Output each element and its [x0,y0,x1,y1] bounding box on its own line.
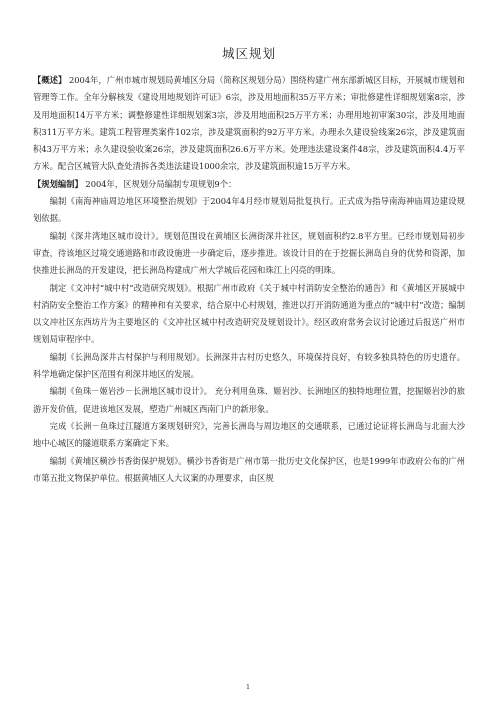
body-paragraph: 完成《长洲－鱼珠过江隧道方案规划研究》，完善长洲岛与周边地区的交通联系，已通过论证将长洲岛与北面大沙地中心城区的隧道联系方案确定下来。 [33,420,465,449]
overview-label: 【概述】 [33,75,67,85]
page-title: 城区规划 [221,46,276,61]
overview-paragraph [33,72,465,176]
body-paragraph: 编制《鱼珠－姬岩沙－长洲地区城市设计》。 充分利用鱼珠、姬岩沙、长洲地区的独特地理位置，挖掘姬岩沙的旅游开发价值，促进该地区发展，塑造广州城区西南门户的新形象。 [33,386,465,414]
body-paragraph: 编制《长洲岛深井古村保护与利用规划》。长洲深井古村历史悠久，环境保持良好，有较多独具特色的历史遗存。科学地确定保护区范围有利深井地区的发展。 [33,351,465,380]
planning-intro-text: 2004年，区规划分局编制专项规划9个： [82,178,237,189]
planning-heading-paragraph [33,176,465,193]
body-paragraph: 编制《深井湾地区城市设计》。规划范围设在黄埔区长洲街深井社区，规划面积约2.8平方里。已经市规划局初步审查，待该地区过境交通道路和市政设施进一步确定后，逐步推进。该设计目的在于挖掘长洲岛自身的优势和资源，加快推进长洲岛的开发建设，把长洲岛构建成广州大学城后花园和珠江上闪亮的明珠。 [33,230,465,276]
body-paragraph: 编制《南海神庙周边地区环境整治规划》于2004年4月经市规划局批复执行。正式成为指导南海神庙周边建设规划依据。 [33,196,465,224]
planning-label: 【规划编制】 [33,178,83,189]
document-page [33,44,465,487]
page-number: 1 [246,684,250,691]
overview-text: 2004年，广州市城市规划局黄埔区分局（简称区规划分局）围绕构建广州东部新城区目标，开展城市规划和管理等工作。全年分解核发《建设用地规划许可证》6宗，涉及用地面积35万平方米；审批修建性详细规划案8宗，涉及用地面积14万平方米；调整修建性详细规划案3宗，涉及用地面积25万平方米；办理用地初审案30宗，涉及用地面积311万平方米。建筑工程管理类案件102宗，涉及建筑面积约92万平方米。办理永久建设验线案26宗，涉及建筑面积43万平方米；永久建设验收案26宗，涉及建筑面积26.6万平方米。处理违法建设案件48宗，涉及建筑面积4.4万平方米。配合区城管大队查处清拆各类违法建设1000余宗，涉及建筑面积逾15万平方米。 [33,75,465,172]
body-paragraph: 编制《黄埔区横沙书香街保护规划》。横沙书香街是广州市第一批历史文化保护区，也是1999年市政府公布的广州市第五批文物保护单位。根据黄埔区人大议案的办理要求，由区规 [33,455,465,483]
body-paragraph: 制定《文冲村“城中村”改造研究规划》。根据广州市政府《关于城中村消防安全整治的通告》和《黄埔区开展城中村消防安全整治工作方案》的精神和有关要求，结合原中心村规划，推进以打开消防通道为重点的“城中村”改造；编制以文冲社区东西坊片为主要地区的《文冲社区城中村改造研究及规划设计》。经区政府常务会议讨论通过后报送广州市规划局审程序中。 [33,282,465,345]
